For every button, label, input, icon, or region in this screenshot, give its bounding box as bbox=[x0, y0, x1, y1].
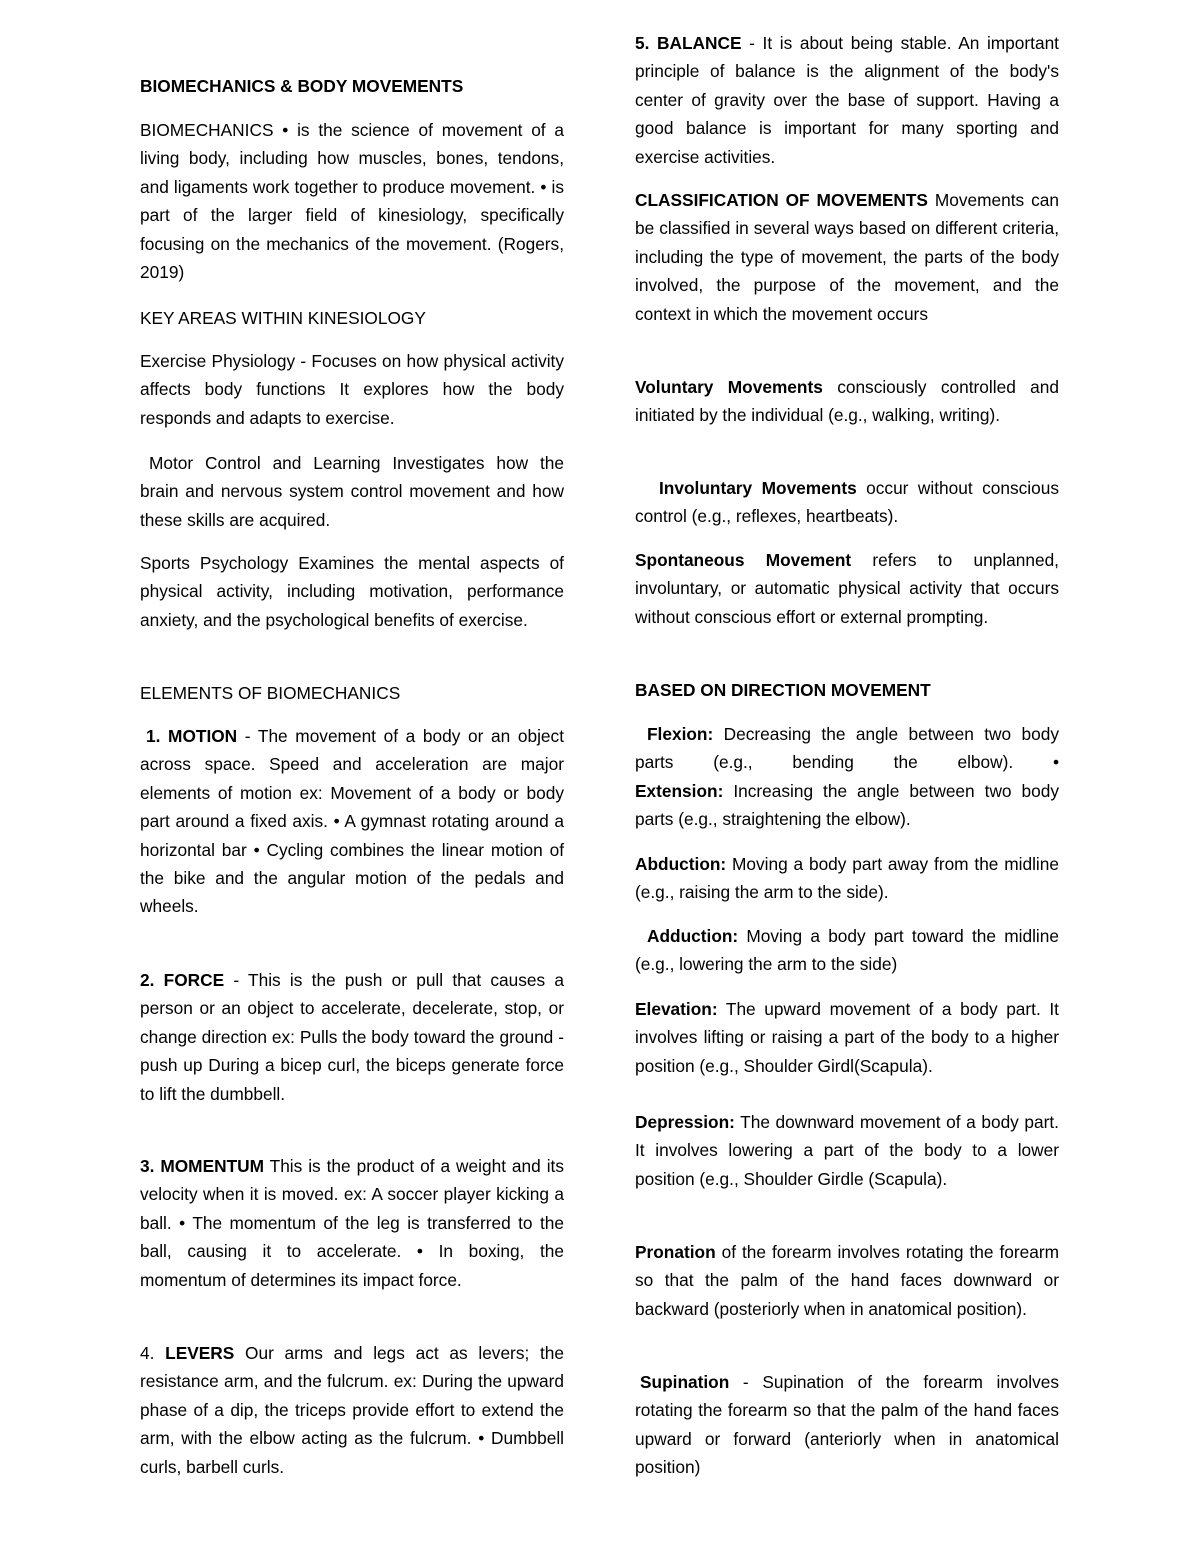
momentum-text: This is the product of a weight and its velocity when it is moved. ex: A soccer player kicking a ball. • The momentum of the leg is transferred to the ball, causing it to accelerate. • In boxing, the momentum of determines its impact force. bbox=[140, 1156, 564, 1290]
sports-psychology-paragraph: Sports Psychology Examines the mental aspects of physical activity, including motivation, performance anxiety, and the psychological benefits of exercise. bbox=[140, 553, 564, 630]
elevation-term: Elevation: bbox=[635, 999, 718, 1019]
adduction-paragraph bbox=[635, 922, 1059, 979]
depression-paragraph bbox=[635, 1108, 1059, 1193]
elevation-paragraph bbox=[635, 995, 1059, 1080]
momentum-term: 3. MOMENTUM bbox=[140, 1156, 265, 1176]
biomechanics-definition: BIOMECHANICS • is the science of movement of a living body, including how muscles, bones, tendons, and ligaments work together to produce movement. • is part of the larger field of kinesiology, specifically focusing on the mechanics of the movement. (Rogers, 2019) bbox=[140, 120, 564, 283]
flexion-paragraph bbox=[635, 720, 1059, 777]
adduction-term: Adduction: bbox=[647, 926, 739, 946]
depression-term: Depression: bbox=[635, 1112, 735, 1132]
voluntary-term: Voluntary Movements bbox=[635, 377, 823, 397]
levers-paragraph bbox=[140, 1339, 564, 1481]
pronation-term: Pronation bbox=[635, 1242, 716, 1262]
abduction-text: Moving a body part away from the midline (e.g., raising the arm to the side). bbox=[635, 854, 1059, 903]
flexion-text: Decreasing the angle between two body parts (e.g., bending the elbow). • bbox=[635, 724, 1059, 773]
involuntary-text: occur without conscious control (e.g., reflexes, heartbeats). bbox=[635, 478, 1060, 527]
elements-heading: ELEMENTS OF BIOMECHANICS bbox=[140, 683, 401, 703]
balance-text: - It is about being stable. An important principle of balance is the alignment of the body's center of gravity over the base of support. Having a good balance is important for many sporting and exercise activities. bbox=[635, 33, 1059, 167]
motion-text: - The movement of a body or an object across space. Speed and acceleration are major elements of motion ex: Movement of a body or body part around a fixed axis. • A gymnast rotating around a horizontal bar • Cycling combines the linear motion of the bike and the angular motion of the pedals and wheels. bbox=[140, 726, 564, 917]
involuntary-term: Involuntary Movements bbox=[659, 478, 857, 498]
levers-term: LEVERS bbox=[165, 1343, 235, 1363]
balance-term: 5. BALANCE bbox=[635, 33, 742, 53]
extension-paragraph bbox=[635, 777, 1059, 834]
balance-paragraph bbox=[635, 29, 1059, 171]
motor-control-paragraph: Motor Control and Learning Investigates how the brain and nervous system control movement and how these skills are acquired. bbox=[140, 453, 564, 530]
extension-term: Extension: bbox=[635, 781, 724, 801]
force-paragraph bbox=[140, 966, 564, 1108]
force-text: - This is the push or pull that causes a person or an object to accelerate, decelerate, stop, or change direction ex: Pulls the body toward the ground - push up During a bicep curl, the biceps generate force to lift the dumbbell. bbox=[140, 970, 564, 1104]
motion-term: 1. MOTION bbox=[146, 726, 238, 746]
extension-text: Increasing the angle between two body parts (e.g., straightening the elbow). bbox=[635, 781, 1059, 830]
spontaneous-paragraph bbox=[635, 546, 1059, 631]
direction-heading: BASED ON DIRECTION MOVEMENT bbox=[635, 680, 931, 700]
abduction-paragraph bbox=[635, 850, 1059, 907]
exercise-physiology-paragraph: Exercise Physiology - Focuses on how physical activity affects body functions It explores how the body responds and adapts to exercise. bbox=[140, 351, 564, 428]
motion-paragraph bbox=[140, 722, 564, 921]
supination-text: - Supination of the forearm involves rotating the forearm so that the palm of the hand faces upward or forward (anteriorly when in anatomical position) bbox=[635, 1372, 1059, 1478]
flexion-term: Flexion: bbox=[647, 724, 714, 744]
classification-text: Movements can be classified in several ways based on different criteria, including the type of movement, the parts of the body involved, the purpose of the movement, and the context in which the movement occurs bbox=[635, 190, 1059, 324]
voluntary-text: consciously controlled and initiated by the individual (e.g., walking, writing). bbox=[635, 377, 1059, 426]
abduction-term: Abduction: bbox=[635, 854, 727, 874]
voluntary-paragraph bbox=[635, 373, 1059, 430]
classification-paragraph bbox=[635, 186, 1059, 328]
depression-text: The downward movement of a body part. It involves lowering a part of the body to a lower position (e.g., Shoulder Girdle (Scapula). bbox=[635, 1112, 1059, 1189]
levers-text: Our arms and legs act as levers; the resistance arm, and the fulcrum. ex: During the upward phase of a dip, the triceps provide effort to extend the arm, with the elbow acting as the fulcrum. • Dumbbell curls, barbell curls. bbox=[140, 1343, 564, 1477]
involuntary-paragraph bbox=[635, 474, 1059, 531]
adduction-text: Moving a body part toward the midline (e.g., lowering the arm to the side) bbox=[635, 926, 1059, 975]
force-term: 2. FORCE bbox=[140, 970, 225, 990]
momentum-paragraph bbox=[140, 1152, 564, 1294]
levers-number: 4. bbox=[140, 1343, 166, 1363]
supination-paragraph bbox=[635, 1368, 1059, 1482]
classification-term: CLASSIFICATION OF MOVEMENTS bbox=[635, 190, 928, 210]
pronation-paragraph bbox=[635, 1238, 1059, 1323]
key-areas-heading: KEY AREAS WITHIN KINESIOLOGY bbox=[140, 308, 426, 328]
spontaneous-text: refers to unplanned, involuntary, or automatic physical activity that occurs without conscious effort or external prompting. bbox=[635, 550, 1059, 627]
document-title: BIOMECHANICS & BODY MOVEMENTS bbox=[140, 76, 464, 96]
supination-term: Supination bbox=[640, 1372, 730, 1392]
elevation-text: The upward movement of a body part. It involves lifting or raising a part of the body to a higher position (e.g., Shoulder Girdl(Scapula). bbox=[635, 999, 1059, 1076]
pronation-text: of the forearm involves rotating the forearm so that the palm of the hand faces downward or backward (posteriorly when in anatomical position). bbox=[635, 1242, 1059, 1319]
spontaneous-term: Spontaneous Movement bbox=[635, 550, 852, 570]
